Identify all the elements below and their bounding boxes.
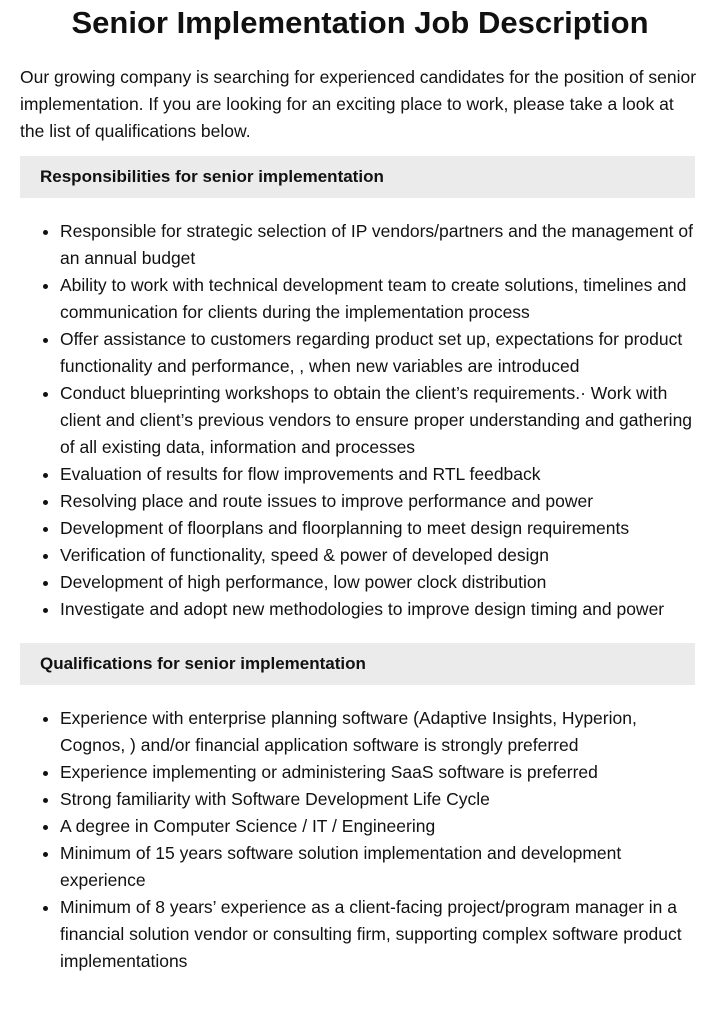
responsibilities-list (20, 218, 700, 623)
qualifications-heading: Qualifications for senior implementation (20, 643, 695, 685)
list-item: • A degree in Computer Science / IT / Engineering (60, 813, 700, 840)
list-item: • Development of floorplans and floorplanning to meet design requirements (60, 515, 700, 542)
list-item: • Minimum of 8 years’ experience as a client-facing project/program manager in a financial solution vendor or consulting firm, supporting complex software product implementations (60, 894, 700, 975)
list-item: • Strong familiarity with Software Development Life Cycle (60, 786, 700, 813)
list-item: • Conduct blueprinting workshops to obtain the client’s requirements.· Work with client and client’s previous vendors to ensure proper understanding and gathering of all existing data, information and processes (60, 380, 700, 461)
intro-paragraph: Our growing company is searching for experienced candidates for the position of senior implementation. If you are looking for an exciting place to work, please take a look at the list of qualifications below. (20, 67, 697, 141)
list-item: • Investigate and adopt new methodologies to improve design timing and power (60, 596, 700, 623)
list-item: • Verification of functionality, speed & power of developed design (60, 542, 700, 569)
list-item: • Responsible for strategic selection of IP vendors/partners and the management of an annual budget (60, 218, 700, 272)
qualifications-list (20, 705, 700, 975)
list-item: • Development of high performance, low power clock distribution (60, 569, 700, 596)
responsibilities-heading: Responsibilities for senior implementation (20, 156, 695, 198)
list-item: • Ability to work with technical development team to create solutions, timelines and communication for clients during the implementation process (60, 272, 700, 326)
list-item: • Minimum of 15 years software solution implementation and development experience (60, 840, 700, 894)
list-item: • Evaluation of results for flow improvements and RTL feedback (60, 461, 700, 488)
page-title: Senior Implementation Job Description (71, 5, 649, 40)
list-item: • Offer assistance to customers regarding product set up, expectations for product functionality and performance, , when new variables are introduced (60, 326, 700, 380)
list-item: • Experience with enterprise planning software (Adaptive Insights, Hyperion, Cognos, ) and/or financial application software is strongly preferred (60, 705, 700, 759)
list-item: • Resolving place and route issues to improve performance and power (60, 488, 700, 515)
list-item: • Experience implementing or administering SaaS software is preferred (60, 759, 700, 786)
